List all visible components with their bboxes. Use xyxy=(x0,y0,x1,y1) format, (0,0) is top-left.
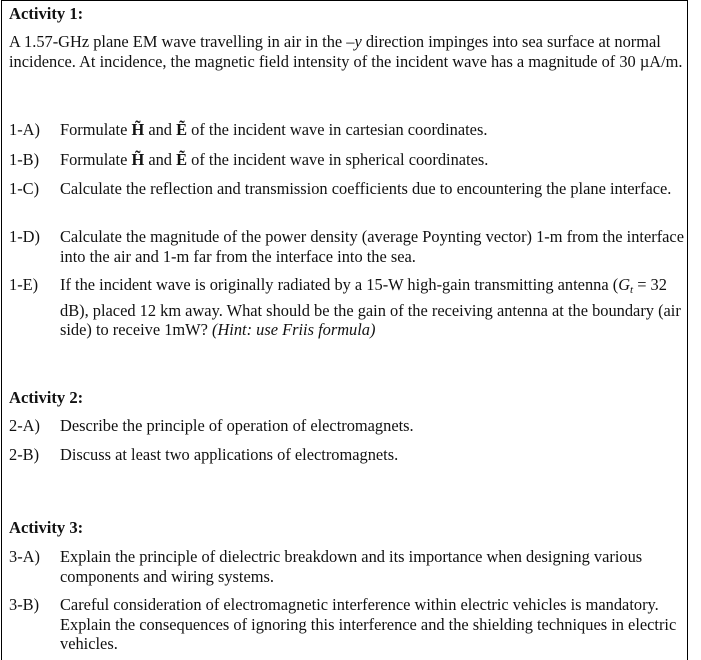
item-number: 1-E) xyxy=(9,275,39,294)
item-number: 1-A) xyxy=(9,120,40,139)
activity-3-item-b xyxy=(9,595,685,654)
activity-1-item-a xyxy=(9,120,685,140)
activity-2-heading: Activity 2: xyxy=(9,388,84,407)
item-text: Calculate the reflection and transmission coefficients due to encountering the plane interface. xyxy=(60,179,672,198)
item-number: 1-D) xyxy=(9,227,40,246)
activity-1-item-c xyxy=(9,179,685,199)
item-text: Formulate H̃ and Ẽ of the incident wave in spherical coordinates. xyxy=(60,150,489,169)
activity-2-item-a xyxy=(9,416,685,436)
item-number: 3-B) xyxy=(9,595,40,614)
activity-3-item-a xyxy=(9,547,685,586)
item-number: 3-A) xyxy=(9,547,40,566)
activity-1-heading: Activity 1: xyxy=(9,4,84,23)
item-text: Discuss at least two applications of electromagnets. xyxy=(60,445,399,464)
item-number: 2-B) xyxy=(9,445,40,464)
item-number: 1-C) xyxy=(9,179,40,198)
item-text: Calculate the magnitude of the power density (average Poynting vector) 1-m from the interface into the air and 1-m far from the interface into the sea. xyxy=(60,227,684,266)
activity-3-heading: Activity 3: xyxy=(9,518,84,537)
item-text: Explain the principle of dielectric breakdown and its importance when designing various components and wiring systems. xyxy=(60,547,643,586)
activity-1-item-b xyxy=(9,150,685,170)
item-number: 2-A) xyxy=(9,416,40,435)
item-text: Careful consideration of electromagnetic interference within electric vehicles is mandatory. Explain the consequences of ignoring this interference and the shielding techniques in electric vehicles. xyxy=(60,595,677,653)
item-text: Describe the principle of operation of electromagnets. xyxy=(60,416,414,435)
activity-1-intro: A 1.57-GHz plane EM wave travelling in air in the –y direction impinges into sea surface at normal incidence. At incidence, the magnetic field intensity of the incident wave has a magnitude of 30 µA/m. xyxy=(9,32,683,71)
hint-text: (Hint: use Friis formula) xyxy=(212,320,376,339)
item-number: 1-B) xyxy=(9,150,40,169)
activity-1-item-d xyxy=(9,227,685,266)
activity-2-item-b xyxy=(9,445,685,465)
activity-1-item-e xyxy=(9,275,685,340)
item-text: If the incident wave is originally radiated by a 15-W high-gain transmitting antenna ($G_t = 32$ dB), placed 12 km away. What should be the gain of the receiving antenna at the boundary (air side) to receive 1mW? (Hint: use Friis formula) xyxy=(60,275,681,339)
item-text: Formulate H̃ and Ẽ of the incident wave in cartesian coordinates. xyxy=(60,120,488,139)
